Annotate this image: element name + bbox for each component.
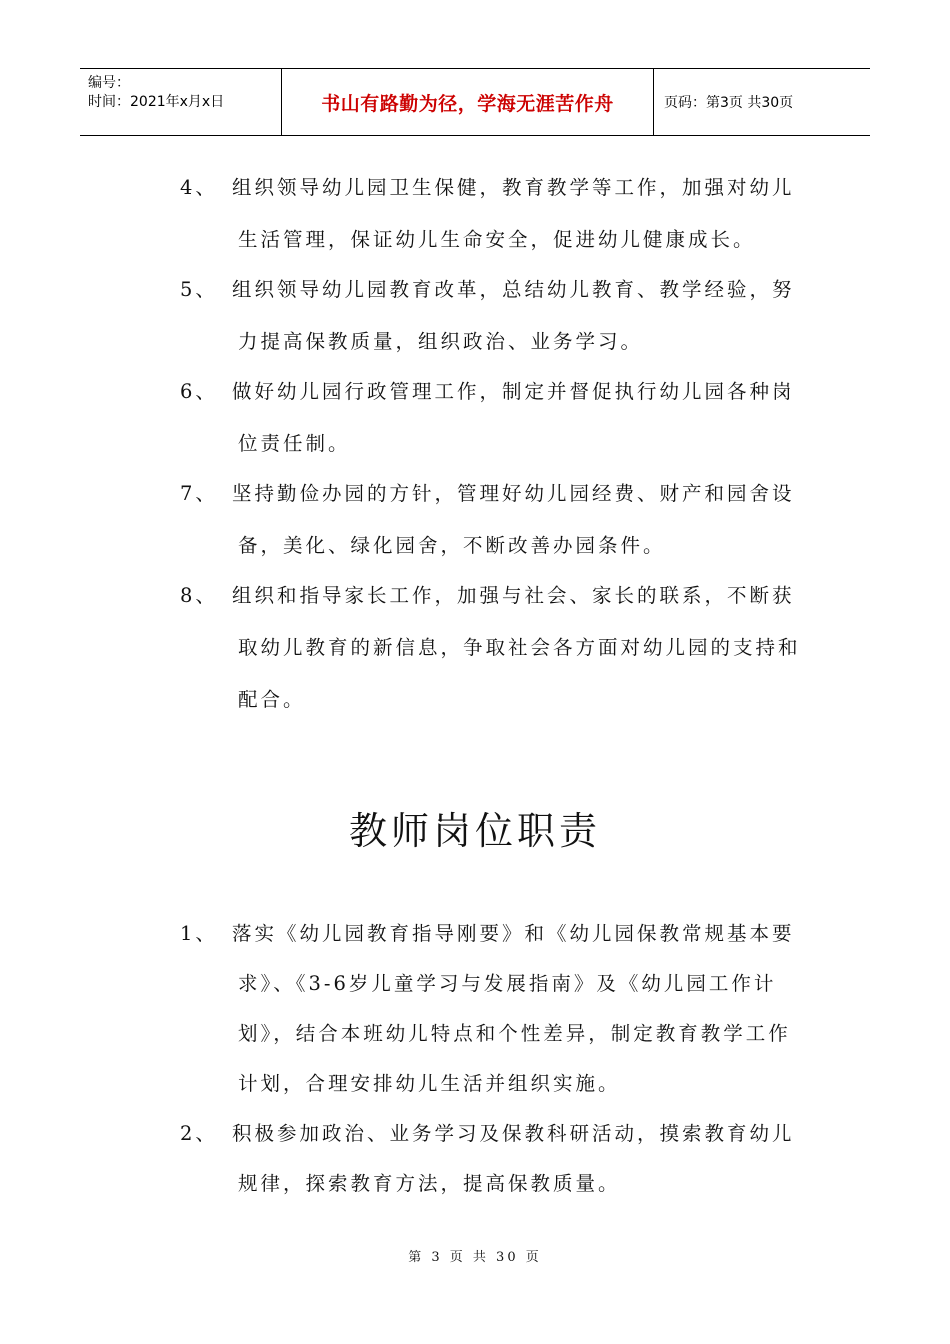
document-time-label: 时间：2021年x月x日 — [88, 94, 225, 110]
item-text-line: 积极参加政治、业务学习及保教科研活动，摸索教育幼儿 — [232, 1122, 795, 1145]
item-number: 2、 — [180, 1122, 218, 1145]
item-text-line: 求》、《3-6岁儿童学习与发展指南》及《幼儿园工作计 — [238, 972, 777, 995]
item-number: 8、 — [180, 584, 218, 607]
item-text-line: 落实《幼儿园教育指导刚要》和《幼儿园保教常规基本要 — [232, 922, 795, 945]
item-text-line: 组织和指导家长工作，加强与社会、家长的联系，不断获 — [232, 584, 795, 607]
list-item — [180, 274, 820, 378]
item-text-line: 备，美化、绿化园舍，不断改善办园条件。 — [238, 534, 666, 557]
list-item — [180, 1118, 820, 1218]
item-number: 6、 — [180, 380, 218, 403]
item-text-line: 坚持勤俭办园的方针，管理好幼儿园经费、财产和园舍设 — [232, 482, 795, 505]
item-number: 5、 — [180, 278, 218, 301]
list-item — [180, 376, 820, 480]
item-text-line: 生活管理，保证幼儿生命安全，促进幼儿健康成长。 — [238, 228, 756, 251]
header-motto: 书山有路勤为径，学海无涯苦作舟 — [321, 92, 614, 115]
item-text-line: 划》，结合本班幼儿特点和个性差异，制定教育教学工作 — [238, 1022, 791, 1045]
item-text-line: 规律，探索教育方法，提高保教质量。 — [238, 1172, 621, 1195]
item-number: 7、 — [180, 482, 218, 505]
item-text-line: 力提高保教质量，组织政治、业务学习。 — [238, 330, 644, 353]
page-header — [80, 68, 870, 136]
item-text-line: 组织领导幼儿园教育改革，总结幼儿教育、教学经验，努 — [232, 278, 795, 301]
item-text-line: 组织领导幼儿园卫生保健，教育教学等工作，加强对幼儿 — [232, 176, 795, 199]
list-item — [180, 580, 820, 736]
item-text-line: 位责任制。 — [238, 432, 351, 455]
header-meta-cell — [80, 69, 282, 135]
header-page-info: 页码：第3页 共30页 — [664, 95, 794, 111]
item-text-line: 做好幼儿园行政管理工作，制定并督促执行幼儿园各种岗 — [232, 380, 795, 403]
header-motto-cell — [282, 69, 654, 135]
item-number: 1、 — [180, 922, 218, 945]
section-title: 教师岗位职责 — [348, 809, 601, 853]
list-item — [180, 478, 820, 582]
item-text-line: 取幼儿教育的新信息，争取社会各方面对幼儿园的支持和 — [238, 636, 801, 659]
item-text-line: 计划，合理安排幼儿生活并组织实施。 — [238, 1072, 621, 1095]
item-number: 4、 — [180, 176, 218, 199]
list-item — [180, 172, 820, 276]
list-item — [180, 918, 820, 1118]
page-footer: 第 3 页 共 30 页 — [408, 1250, 542, 1265]
document-number-label: 编号： — [88, 75, 130, 91]
item-text-line: 配合。 — [238, 688, 306, 711]
